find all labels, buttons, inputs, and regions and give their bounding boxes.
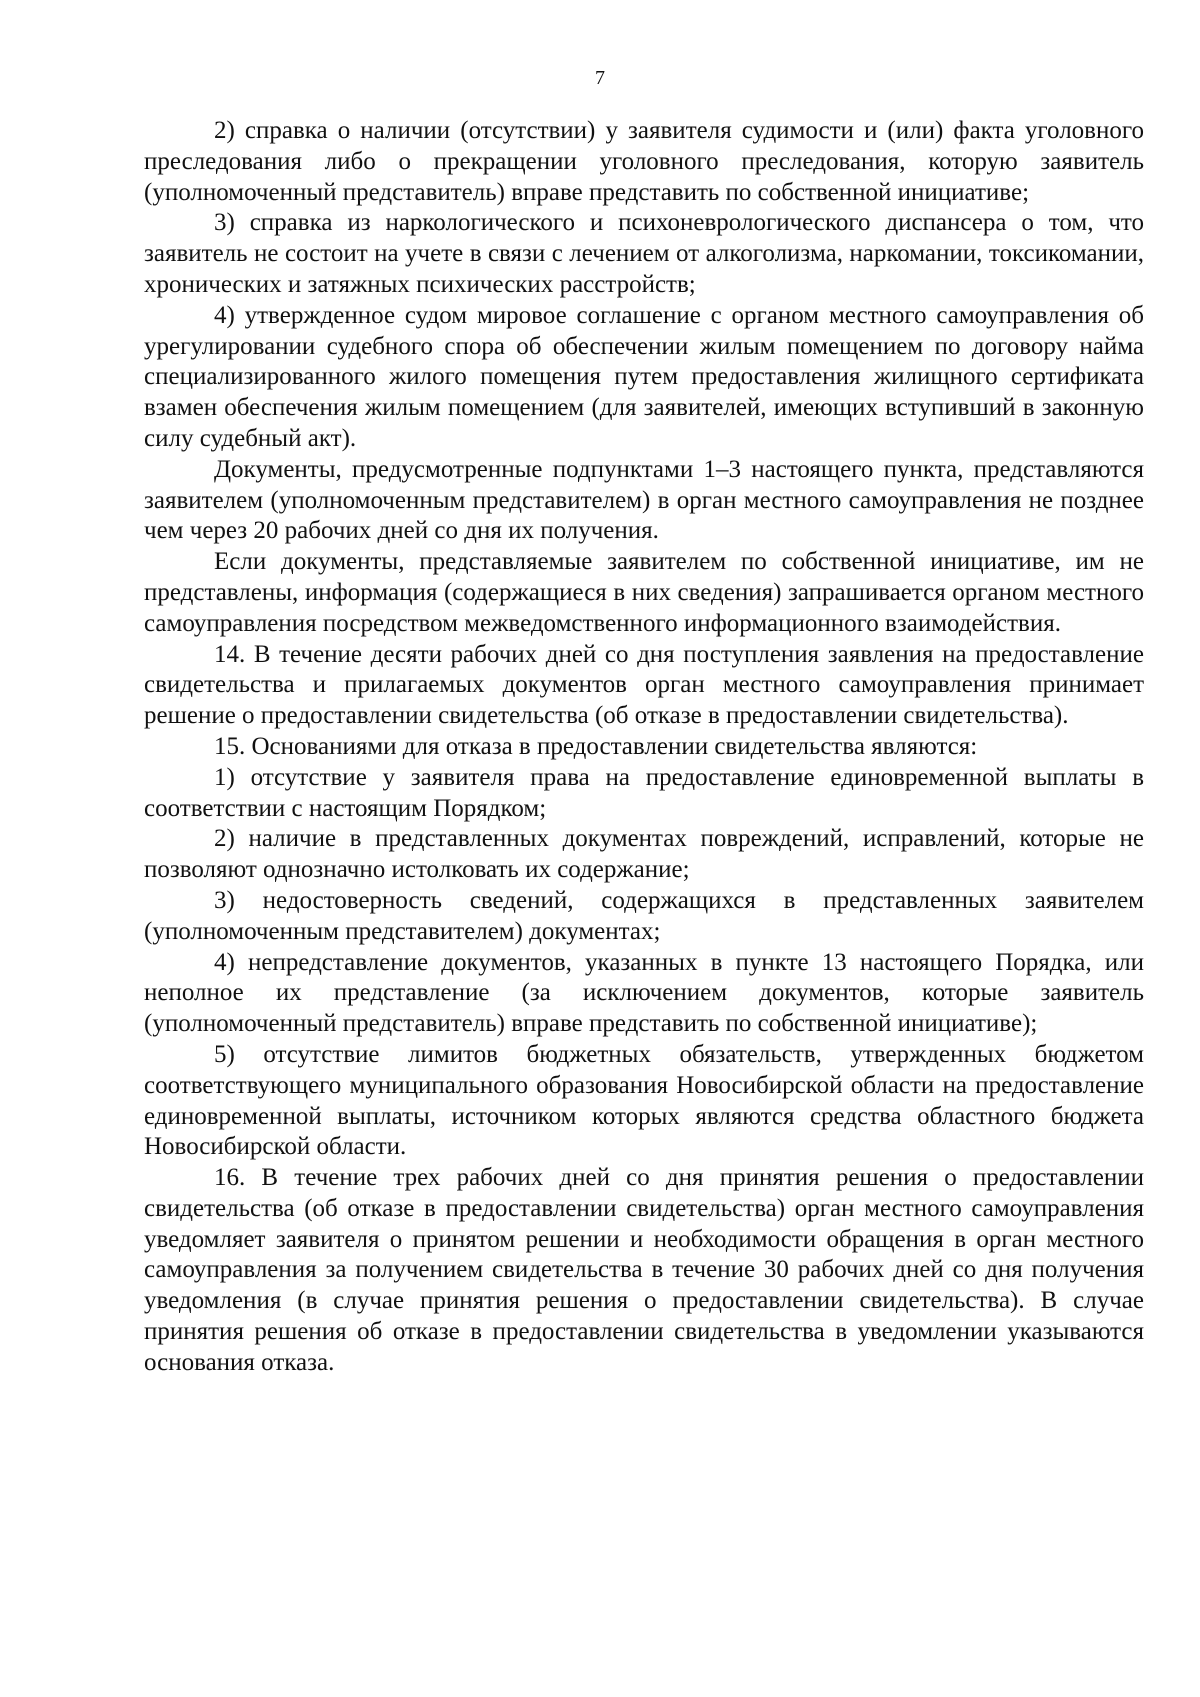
paragraph-refusal-ground-5: 5) отсутствие лимитов бюджетных обязательств, утвержденных бюджетом соответствующего муниципального образования Новосибирской области на предоставление единовременной выплаты, источником которых являются средства областного бюджета Новосибирской области. <box>144 1040 1144 1161</box>
paragraph-section-14: 14. В течение десяти рабочих дней со дня поступления заявления на предоставление свидетельства и прилагаемых документов орган местного самоуправления принимает решение о предоставлении свидетельства (об отказе в предоставлении свидетельства). <box>144 640 1144 730</box>
paragraph-refusal-ground-4: 4) непредставление документов, указанных в пункте 13 настоящего Порядка, или неполное их представление (за исключением документов, которые заявитель (уполномоченный представитель) вправе представить по собственной инициативе); <box>144 948 1144 1038</box>
paragraph-refusal-ground-3: 3) недостоверность сведений, содержащихся в представленных заявителем (уполномоченным представителем) документах; <box>144 886 1144 945</box>
paragraph-item-3-dispensary-certificate: 3) справка из наркологического и психоневрологического диспансера о том, что заявитель не состоит на учете в связи с лечением от алкоголизма, наркомании, токсикомании, хронических и затяжных психических расстройств; <box>144 209 1144 298</box>
paragraph-interagency-request: Если документы, представляемые заявителем по собственной инициативе, им не представлены, информация (содержащиеся в них сведения) запрашивается органом местного самоуправления посредством межведомственного информационного взаимодействия. <box>144 548 1144 637</box>
paragraph-documents-submission-deadline: Документы, предусмотренные подпунктами 1–3 настоящего пункта, представляются заявителем (уполномоченным представителем) в орган местного самоуправления не позднее чем через 20 рабочих дней со дня их получения. <box>144 455 1144 545</box>
paragraph-refusal-ground-1: 1) отсутствие у заявителя права на предоставление единовременной выплаты в соответствии с настоящим Порядком; <box>144 763 1144 822</box>
paragraph-section-15-heading: 15. Основаниями для отказа в предоставлении свидетельства являются: <box>214 732 978 760</box>
document-body <box>144 116 1144 1379</box>
paragraph-item-4-settlement-agreement: 4) утвержденное судом мировое соглашение с органом местного самоуправления об урегулировании судебного спора об обеспечении жилым помещением по договору найма специализированного жилого помещения путем предоставления жилищного сертификата взамен обеспечения жилым помещением (для заявителей, имеющих вступивший в законную силу судебный акт). <box>144 301 1144 452</box>
paragraph-item-2-criminal-record-certificate: 2) справка о наличии (отсутствии) у заявителя судимости и (или) факта уголовного преследования либо о прекращении уголовного преследования, которую заявитель (уполномоченный представитель) вправе представить по собственной инициативе; <box>144 117 1144 206</box>
paragraph-section-16: 16. В течение трех рабочих дней со дня принятия решения о предоставлении свидетельства (об отказе в предоставлении свидетельства) орган местного самоуправления уведомляет заявителя о принятом решении и необходимости обращения в орган местного самоуправления за получением свидетельства в течение 30 рабочих дней со дня получения уведомления (в случае принятия решения о предоставлении свидетельства). В случае принятия решения об отказе в предоставлении свидетельства в уведомлении указываются основания отказа. <box>144 1164 1144 1376</box>
paragraph-refusal-ground-2: 2) наличие в представленных документах повреждений, исправлений, которые не позволяют однозначно истолковать их содержание; <box>144 825 1144 884</box>
page-number: 7 <box>595 67 605 89</box>
